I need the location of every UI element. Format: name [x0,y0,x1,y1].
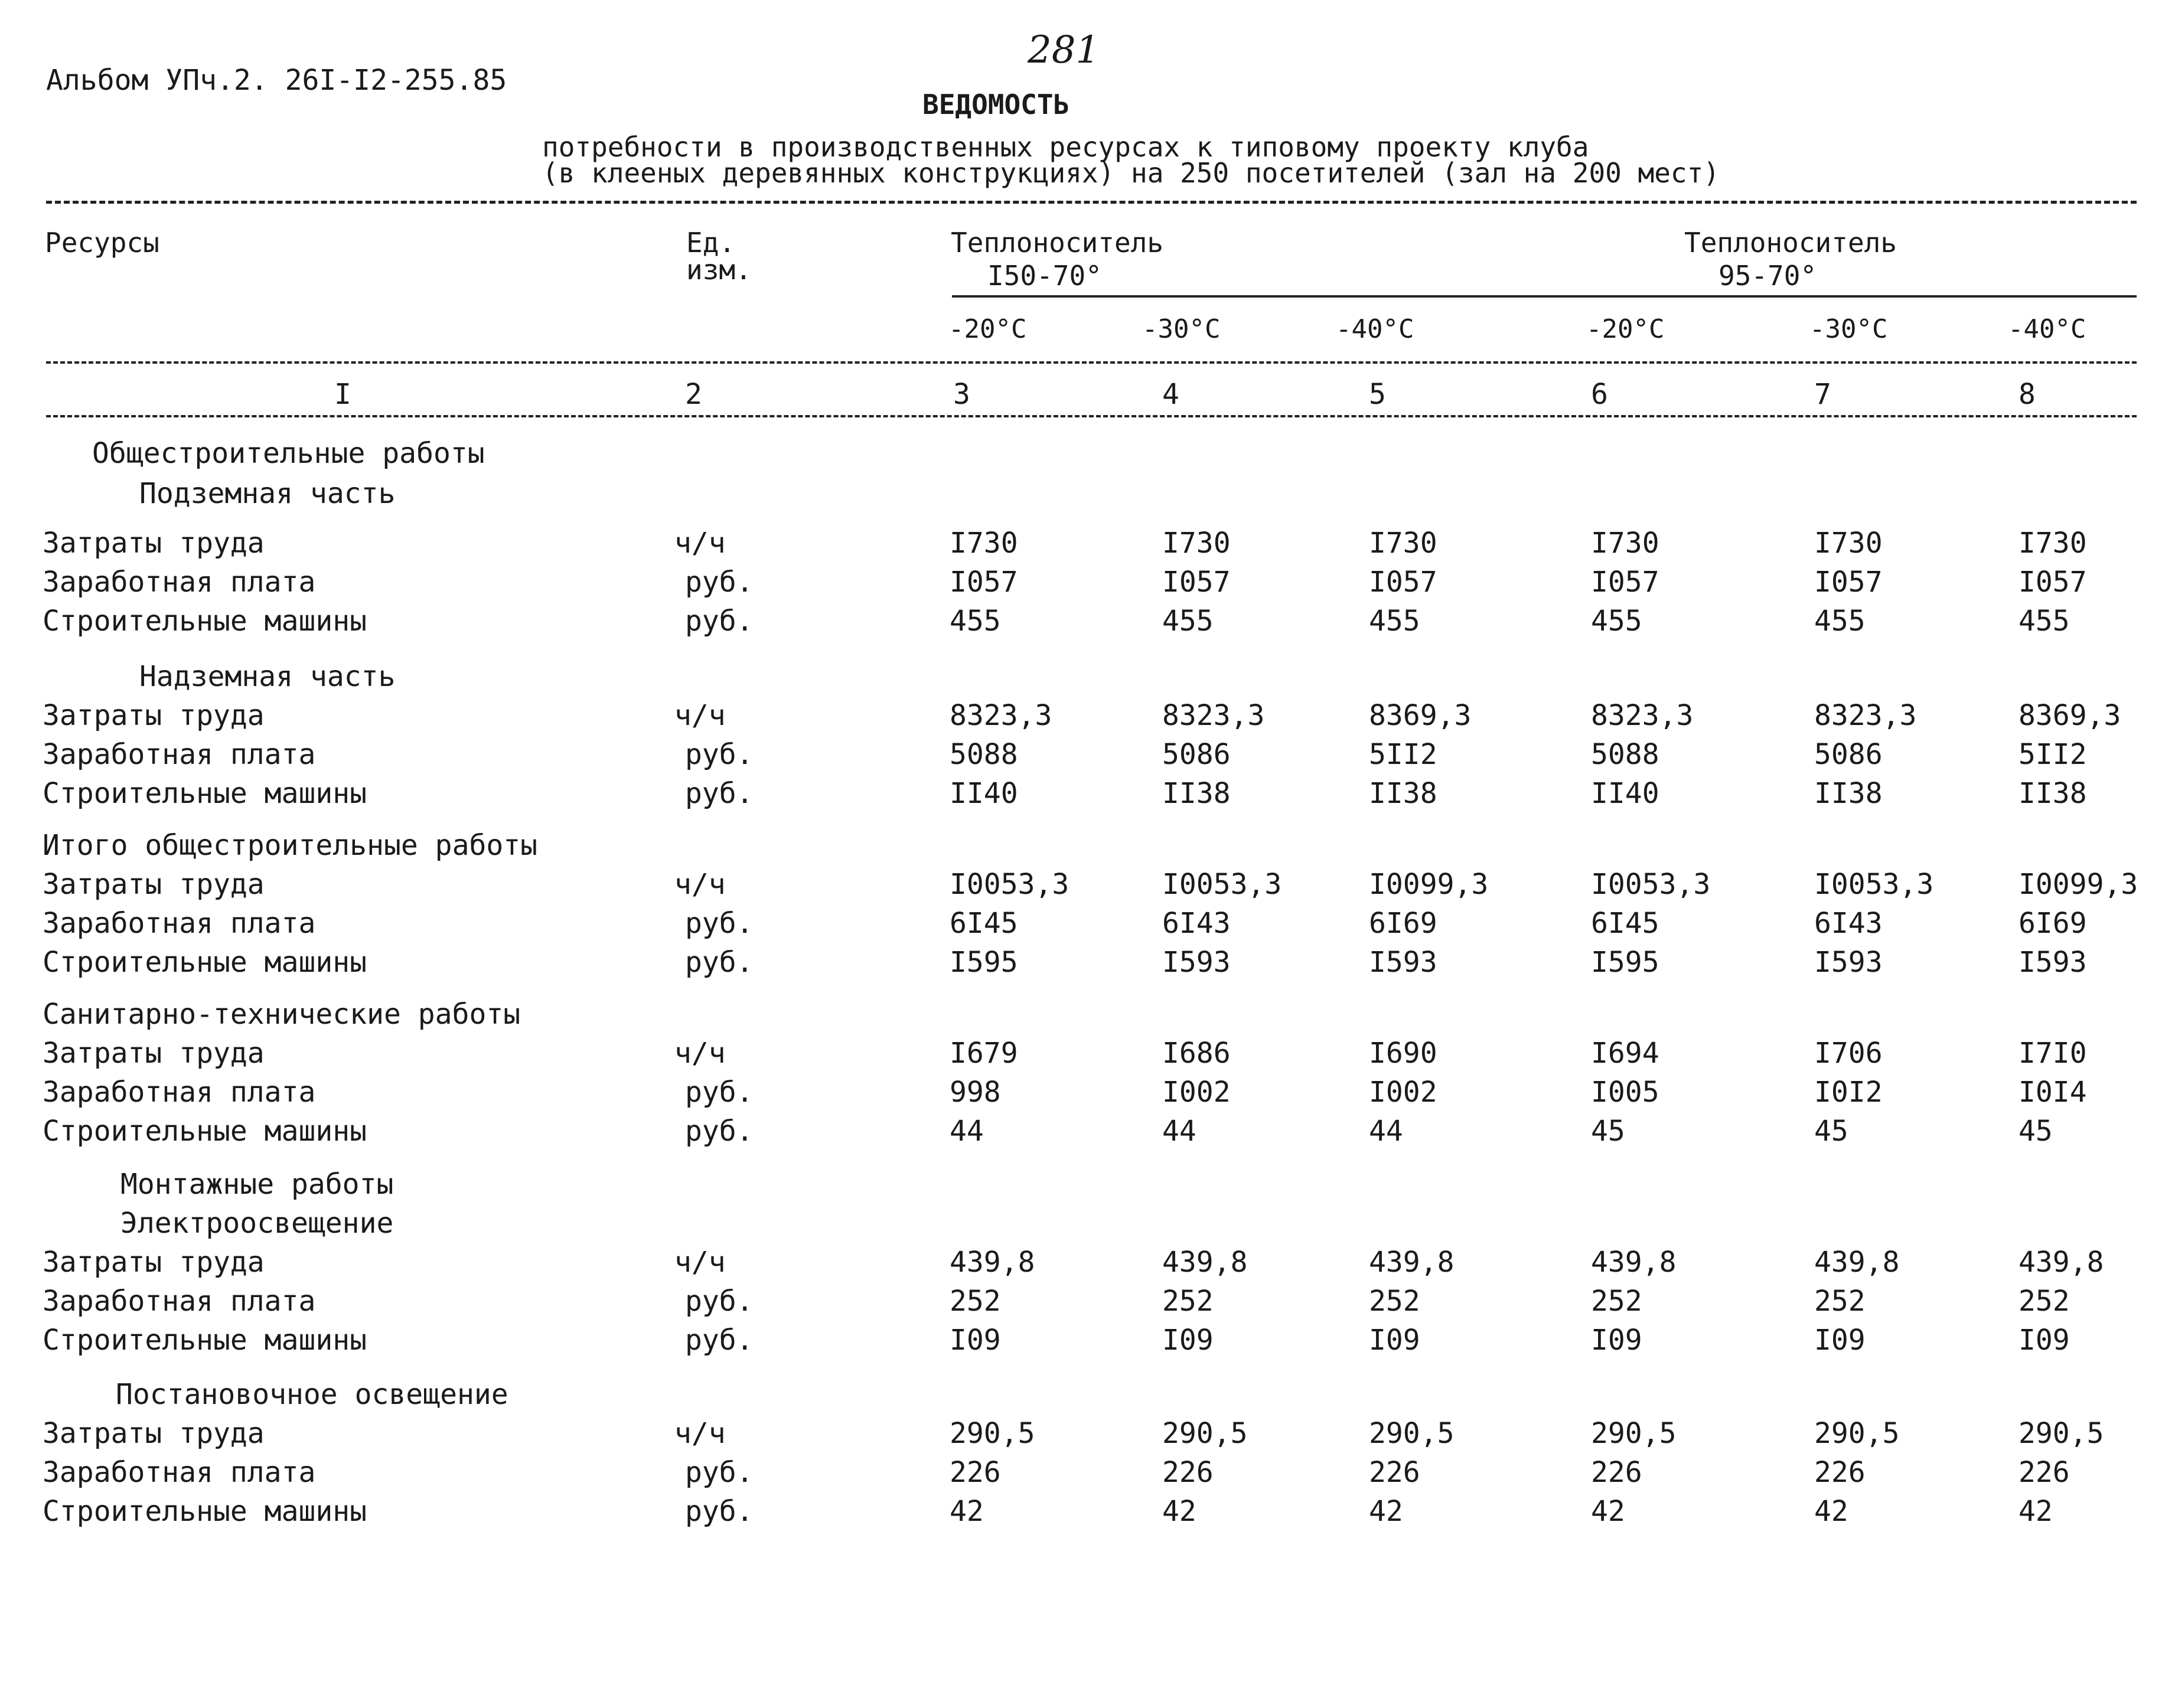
table-cell: I690 [1369,1037,1437,1070]
table-cell: 226 [1369,1456,1420,1489]
table-cell: I730 [1591,527,1659,560]
column-number: 2 [685,378,702,411]
temperature-header: -20°C [948,314,1027,344]
table-cell: 290,5 [950,1417,1035,1450]
table-cell: 455 [1591,605,1642,638]
table-cell: 252 [1591,1285,1642,1318]
table-cell: II40 [950,777,1018,810]
row-unit: ч/ч [674,527,726,560]
table-top-rule [46,201,2137,204]
temperature-header: -20°C [1586,314,1665,344]
row-unit: руб. [685,1456,754,1489]
section-title: Электроосвещение [120,1207,394,1240]
table-cell: 455 [1162,605,1214,638]
table-cell: 8369,3 [2018,699,2121,732]
table-cell: I057 [1591,566,1659,599]
table-cell: 226 [1591,1456,1642,1489]
column-number: 8 [2018,378,2036,411]
table-cell: 439,8 [2018,1246,2104,1279]
table-cell: 998 [950,1076,1001,1109]
temperature-header: -30°C [1809,314,1888,344]
row-label: Заработная плата [43,738,316,771]
row-unit: руб. [685,1076,754,1109]
temperature-header: -40°C [2008,314,2086,344]
table-cell: 5086 [1814,738,1883,771]
table-cell: I0053,3 [950,868,1069,901]
row-unit: руб. [685,1324,754,1357]
table-cell: I0I4 [2018,1076,2087,1109]
table-cell: I706 [1814,1037,1883,1070]
row-unit: ч/ч [674,868,726,901]
header-group1-line-1: Теплоноситель [951,227,1164,259]
table-cell: I002 [1369,1076,1437,1109]
table-cell: 45 [2018,1115,2053,1148]
row-label: Заработная плата [43,1456,316,1489]
table-cell: I593 [1814,946,1883,979]
table-cell: I057 [950,566,1018,599]
table-cell: I09 [1814,1324,1866,1357]
table-cell: 226 [1814,1456,1866,1489]
table-cell: 42 [2018,1495,2053,1528]
column-number: 3 [953,378,970,411]
section-title: Санитарно-технические работы [43,998,521,1031]
table-cell: 439,8 [1369,1246,1455,1279]
row-label: Затраты труда [43,527,265,560]
row-unit: ч/ч [674,1037,726,1070]
table-cell: I730 [1814,527,1883,560]
column-number: 7 [1814,378,1831,411]
table-cell: I0I2 [1814,1076,1883,1109]
header-group2-line-1: Теплоноситель [1684,227,1897,259]
table-cell: 226 [950,1456,1001,1489]
table-cell: 6I45 [1591,907,1659,940]
section-title: Итого общестроительные работы [43,829,538,862]
row-unit: руб. [685,777,754,810]
table-cell: 252 [1814,1285,1866,1318]
row-label: Строительные машины [43,777,367,810]
table-cell: 226 [2018,1456,2070,1489]
row-unit: руб. [685,1115,754,1148]
table-cell: 252 [950,1285,1001,1318]
group-rule-split [952,295,2137,298]
table-cell: 290,5 [1162,1417,1248,1450]
album-reference: Альбом УПч.2. 26I-I2-255.85 [46,64,507,97]
section-title: Монтажные работы [120,1168,394,1201]
row-unit: руб. [685,946,754,979]
table-cell: I7I0 [2018,1037,2087,1070]
row-unit: руб. [685,566,754,599]
row-label: Заработная плата [43,1285,316,1318]
section-title: Общестроительные работы [92,437,485,470]
table-cell: I09 [2018,1324,2070,1357]
table-cell: 290,5 [1369,1417,1455,1450]
table-cell: I005 [1591,1076,1659,1109]
page-number: 281 [1028,28,1100,72]
table-cell: II38 [1162,777,1231,810]
table-cell: 252 [1162,1285,1214,1318]
row-label: Затраты труда [43,1246,265,1279]
table-cell: I09 [1369,1324,1420,1357]
table-cell: 44 [950,1115,984,1148]
table-cell: 42 [950,1495,984,1528]
table-cell: I09 [1591,1324,1642,1357]
table-cell: 290,5 [1591,1417,1677,1450]
table-cell: I593 [2018,946,2087,979]
table-cell: 5II2 [1369,738,1437,771]
table-cell: 8323,3 [1591,699,1694,732]
row-label: Строительные машины [43,605,367,638]
table-cell: I09 [950,1324,1001,1357]
table-cell: 42 [1369,1495,1403,1528]
table-cell: 5II2 [2018,738,2087,771]
table-cell: 8323,3 [950,699,1052,732]
row-label: Строительные машины [43,1115,367,1148]
table-cell: I0099,3 [1369,868,1489,901]
row-label: Заработная плата [43,907,316,940]
table-cell: 6I69 [1369,907,1437,940]
section-title: Подземная часть [139,477,396,510]
table-cell: 44 [1162,1115,1196,1148]
header-group1-line-2: I50-70° [987,260,1102,292]
table-cell: 6I69 [2018,907,2087,940]
row-unit: ч/ч [674,699,726,732]
table-cell: 8323,3 [1162,699,1265,732]
table-cell: I0053,3 [1162,868,1282,901]
temperature-header: -40°C [1336,314,1414,344]
table-cell: 455 [2018,605,2070,638]
table-cell: I0053,3 [1814,868,1934,901]
row-unit: руб. [685,605,754,638]
table-cell: 290,5 [1814,1417,1900,1450]
table-cell: 5086 [1162,738,1231,771]
table-cell: I595 [1591,946,1659,979]
table-cell: I730 [1369,527,1437,560]
table-cell: I686 [1162,1037,1231,1070]
table-cell: II40 [1591,777,1659,810]
row-label: Затраты труда [43,1417,265,1450]
document-subtitle-line-1: потребности в производственных ресурсах к типовому проекту клуба [542,131,1589,163]
table-cell: 8323,3 [1814,699,1917,732]
row-unit: руб. [685,907,754,940]
table-cell: I002 [1162,1076,1231,1109]
row-unit: руб. [685,738,754,771]
row-label: Затраты труда [43,868,265,901]
row-unit: руб. [685,1495,754,1528]
temperature-header: -30°C [1142,314,1221,344]
table-cell: I057 [1814,566,1883,599]
document-subtitle-line-2: (в клееных деревянных конструкциях) на 250 посетителей (зал на 200 мест) [542,157,1720,189]
table-cell: 226 [1162,1456,1214,1489]
table-cell: 42 [1814,1495,1848,1528]
table-cell: I679 [950,1037,1018,1070]
table-cell: 45 [1591,1115,1625,1148]
table-cell: I0053,3 [1591,868,1711,901]
document-heading: ВЕДОМОСТЬ [922,89,1070,120]
table-cell: I0099,3 [2018,868,2138,901]
header-unit-line-2: изм. [686,254,752,286]
table-cell: 439,8 [1814,1246,1900,1279]
table-cell: II38 [1814,777,1883,810]
table-cell: I09 [1162,1324,1214,1357]
table-cell: 5088 [1591,738,1659,771]
row-unit: ч/ч [674,1417,726,1450]
table-cell: 439,8 [950,1246,1035,1279]
section-title: Постановочное освещение [116,1378,508,1411]
row-label: Строительные машины [43,1495,367,1528]
table-cell: 439,8 [1162,1246,1248,1279]
table-cell: I593 [1162,946,1231,979]
row-label: Затраты труда [43,699,265,732]
table-cell: 455 [1369,605,1420,638]
table-cell: 6I43 [1814,907,1883,940]
table-cell: I730 [1162,527,1231,560]
table-cell: 455 [1814,605,1866,638]
table-cell: 439,8 [1591,1246,1677,1279]
row-unit: руб. [685,1285,754,1318]
table-cell: I694 [1591,1037,1659,1070]
table-cell: 252 [2018,1285,2070,1318]
table-cell: 252 [1369,1285,1420,1318]
row-label: Заработная плата [43,566,316,599]
header-unit-line-1: Ед. [686,227,736,259]
row-label: Строительные машины [43,946,367,979]
table-cell: 42 [1591,1495,1625,1528]
table-cell: 5088 [950,738,1018,771]
column-number: 6 [1591,378,1608,411]
table-cell: 6I45 [950,907,1018,940]
section-title: Надземная часть [139,660,396,693]
header-group2-line-2: 95-70° [1718,260,1817,292]
header-resources: Ресурсы [45,227,159,259]
table-cell: I057 [1369,566,1437,599]
table-cell: I057 [2018,566,2087,599]
table-cell: I057 [1162,566,1231,599]
column-number: 5 [1369,378,1386,411]
table-cell: II38 [2018,777,2087,810]
column-number-rule [46,415,2137,417]
row-unit: ч/ч [674,1246,726,1279]
table-cell: I730 [2018,527,2087,560]
table-cell: 44 [1369,1115,1403,1148]
table-cell: 42 [1162,1495,1196,1528]
table-cell: I730 [950,527,1018,560]
table-cell: I593 [1369,946,1437,979]
column-number: 4 [1162,378,1179,411]
table-cell: 6I43 [1162,907,1231,940]
header-rule [46,361,2137,364]
row-label: Заработная плата [43,1076,316,1109]
table-cell: II38 [1369,777,1437,810]
table-cell: 290,5 [2018,1417,2104,1450]
table-cell: 45 [1814,1115,1848,1148]
row-label: Затраты труда [43,1037,265,1070]
table-cell: I595 [950,946,1018,979]
row-label: Строительные машины [43,1324,367,1357]
table-cell: 455 [950,605,1001,638]
table-cell: 8369,3 [1369,699,1472,732]
column-number: I [334,378,351,411]
